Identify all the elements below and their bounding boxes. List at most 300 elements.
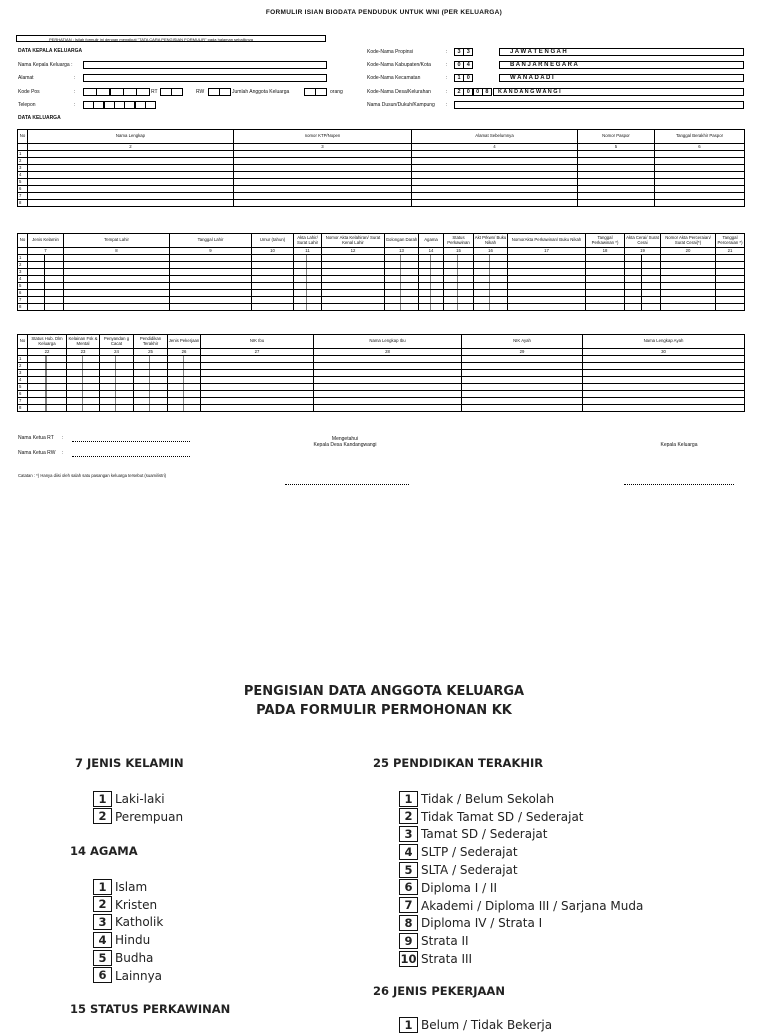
table-cell[interactable] xyxy=(578,151,655,158)
ketua-rw-line[interactable] xyxy=(72,456,190,457)
table-cell[interactable] xyxy=(583,356,745,363)
table-cell[interactable] xyxy=(474,297,508,304)
table-cell[interactable] xyxy=(661,276,716,283)
kodepos-cell[interactable] xyxy=(123,88,137,96)
table-cell[interactable] xyxy=(625,290,661,297)
kepala-desa-signature-line[interactable] xyxy=(285,484,409,485)
table-cell[interactable] xyxy=(234,193,412,200)
table-cell[interactable] xyxy=(134,377,168,384)
table-cell[interactable] xyxy=(419,276,444,283)
kota-name[interactable]: B A N J A R N E G A R A xyxy=(499,61,744,69)
table-cell[interactable] xyxy=(412,165,578,172)
table-cell[interactable] xyxy=(28,151,234,158)
table-cell[interactable] xyxy=(64,269,170,276)
row-number: 4 xyxy=(18,172,28,179)
table-cell[interactable] xyxy=(201,377,314,384)
table-cell[interactable] xyxy=(412,193,578,200)
table-cell[interactable] xyxy=(462,363,583,370)
rt-cell[interactable] xyxy=(171,88,183,96)
table-cell[interactable] xyxy=(474,276,508,283)
col-number xyxy=(18,349,28,356)
col-header: NomorAkta Perkawinan/ Buku Nikah xyxy=(508,234,586,248)
table-cell[interactable] xyxy=(234,165,412,172)
table-row xyxy=(18,186,745,193)
table-cell[interactable] xyxy=(625,283,661,290)
table-cell[interactable] xyxy=(716,290,745,297)
table-cell[interactable] xyxy=(444,255,474,262)
table-cell[interactable] xyxy=(462,391,583,398)
table-cell[interactable] xyxy=(444,297,474,304)
table-cell[interactable] xyxy=(314,398,462,405)
table-cell[interactable] xyxy=(578,179,655,186)
table-cell[interactable] xyxy=(294,276,322,283)
table-cell[interactable] xyxy=(661,304,716,311)
table-cell[interactable] xyxy=(462,370,583,377)
table-cell[interactable] xyxy=(28,391,67,398)
desa-name[interactable]: K A N D A N G W A N G I xyxy=(493,88,744,96)
table-cell[interactable] xyxy=(314,405,462,412)
table-cell[interactable] xyxy=(314,391,462,398)
table-cell[interactable] xyxy=(28,179,234,186)
table-cell[interactable] xyxy=(322,297,385,304)
table-cell[interactable] xyxy=(655,151,745,158)
table-cell[interactable] xyxy=(294,255,322,262)
table-cell[interactable] xyxy=(655,172,745,179)
propinsi-name[interactable]: J A W A T E N G A H xyxy=(499,48,744,56)
table-cell[interactable] xyxy=(655,193,745,200)
propinsi-code-digit: 3 xyxy=(463,48,473,56)
table-cell[interactable] xyxy=(314,370,462,377)
table-cell[interactable] xyxy=(462,384,583,391)
table-cell[interactable] xyxy=(444,269,474,276)
col-number: 18 xyxy=(586,248,625,255)
table-cell[interactable] xyxy=(234,200,412,207)
desa-code[interactable] xyxy=(454,88,491,96)
code-box: 8 xyxy=(399,915,418,931)
pendidikan-item xyxy=(399,879,643,897)
pendidikan-item xyxy=(399,932,643,950)
table-cell[interactable] xyxy=(586,283,625,290)
table-cell[interactable] xyxy=(508,255,586,262)
table-cell[interactable] xyxy=(412,158,578,165)
table-cell[interactable] xyxy=(508,283,586,290)
table-cell[interactable] xyxy=(322,290,385,297)
table-cell[interactable] xyxy=(661,290,716,297)
kodepos-cell[interactable] xyxy=(110,88,124,96)
table-cell[interactable] xyxy=(508,262,586,269)
table-cell[interactable] xyxy=(252,262,294,269)
table-cell[interactable] xyxy=(583,391,745,398)
table-cell[interactable] xyxy=(625,255,661,262)
kecamatan-code[interactable] xyxy=(454,74,473,82)
table-cell[interactable] xyxy=(234,179,412,186)
col-number: 22 xyxy=(28,349,67,356)
table-cell[interactable] xyxy=(322,262,385,269)
table-cell[interactable] xyxy=(508,297,586,304)
table-cell[interactable] xyxy=(67,363,100,370)
table-cell[interactable] xyxy=(716,283,745,290)
table-cell[interactable] xyxy=(100,363,134,370)
table-cell[interactable] xyxy=(28,165,234,172)
table-cell[interactable] xyxy=(444,276,474,283)
table-cell[interactable] xyxy=(28,363,67,370)
agama-item-label: Budha xyxy=(115,951,154,966)
table-cell[interactable] xyxy=(294,262,322,269)
table-cell[interactable] xyxy=(252,276,294,283)
table-cell[interactable] xyxy=(412,172,578,179)
table-cell[interactable] xyxy=(474,255,508,262)
table-cell[interactable] xyxy=(170,255,252,262)
table-cell[interactable] xyxy=(134,391,168,398)
table-cell[interactable] xyxy=(385,269,419,276)
table-cell[interactable] xyxy=(655,158,745,165)
table-cell[interactable] xyxy=(252,269,294,276)
table-cell[interactable] xyxy=(64,304,170,311)
table-cell[interactable] xyxy=(578,186,655,193)
table-cell[interactable] xyxy=(170,304,252,311)
table-cell[interactable] xyxy=(578,172,655,179)
table-cell[interactable] xyxy=(28,384,67,391)
table-cell[interactable] xyxy=(28,290,64,297)
table-cell[interactable] xyxy=(67,384,100,391)
table-cell[interactable] xyxy=(508,269,586,276)
dusun-field[interactable] xyxy=(454,101,744,109)
jumlah-anggota-field[interactable] xyxy=(304,88,327,96)
table-cell[interactable] xyxy=(578,193,655,200)
table-cell[interactable] xyxy=(625,262,661,269)
jenis-kelamin-heading: 7 JENIS KELAMIN xyxy=(75,756,184,770)
table-cell[interactable] xyxy=(385,304,419,311)
table-cell[interactable] xyxy=(64,297,170,304)
table-cell[interactable] xyxy=(201,384,314,391)
pendidikan-list xyxy=(399,790,643,968)
kodepos-cell[interactable] xyxy=(83,88,97,96)
table-cell[interactable] xyxy=(412,186,578,193)
table-cell[interactable] xyxy=(385,255,419,262)
col-number: 24 xyxy=(100,349,134,356)
table-cell[interactable] xyxy=(168,398,201,405)
row-number: 3 xyxy=(18,165,28,172)
table-cell[interactable] xyxy=(385,262,419,269)
rw-cell[interactable] xyxy=(219,88,231,96)
table-cell[interactable] xyxy=(234,172,412,179)
col-number: 25 xyxy=(134,349,168,356)
table-cell[interactable] xyxy=(462,405,583,412)
table-cell[interactable] xyxy=(168,363,201,370)
table-cell[interactable] xyxy=(234,151,412,158)
table-cell[interactable] xyxy=(586,304,625,311)
alamat-field[interactable] xyxy=(83,74,327,82)
table-cell[interactable] xyxy=(385,276,419,283)
table-cell[interactable] xyxy=(586,255,625,262)
table-cell[interactable] xyxy=(583,363,745,370)
code-box: 6 xyxy=(93,967,112,983)
table-cell[interactable] xyxy=(444,304,474,311)
table-cell[interactable] xyxy=(661,283,716,290)
table-cell[interactable] xyxy=(28,255,64,262)
kodepos-field[interactable] xyxy=(83,88,150,96)
table-cell[interactable] xyxy=(586,276,625,283)
table-cell[interactable] xyxy=(583,370,745,377)
propinsi-code[interactable] xyxy=(454,48,473,56)
rw-field[interactable] xyxy=(208,88,231,96)
table-cell[interactable] xyxy=(508,304,586,311)
table-cell[interactable] xyxy=(716,297,745,304)
table-cell[interactable] xyxy=(28,269,64,276)
table-cell[interactable] xyxy=(474,262,508,269)
table-cell[interactable] xyxy=(100,405,134,412)
table-cell[interactable] xyxy=(314,363,462,370)
jumlah-cell[interactable] xyxy=(304,88,316,96)
kepala-keluarga-label: Kepala Keluarga xyxy=(660,442,698,448)
table-cell[interactable] xyxy=(419,304,444,311)
table-cell[interactable] xyxy=(661,269,716,276)
table-cell[interactable] xyxy=(168,377,201,384)
table-cell[interactable] xyxy=(134,363,168,370)
table-cell[interactable] xyxy=(578,165,655,172)
table-cell[interactable] xyxy=(508,290,586,297)
telepon-cell[interactable] xyxy=(145,101,156,109)
table-cell[interactable] xyxy=(28,405,67,412)
table-cell[interactable] xyxy=(100,356,134,363)
table-cell[interactable] xyxy=(412,179,578,186)
kodepos-label: Kode Pos xyxy=(18,89,40,95)
table-cell[interactable] xyxy=(661,262,716,269)
table-cell[interactable] xyxy=(474,269,508,276)
table-cell[interactable] xyxy=(201,370,314,377)
table-cell[interactable] xyxy=(716,255,745,262)
table-cell[interactable] xyxy=(67,356,100,363)
telepon-field[interactable] xyxy=(83,101,155,109)
table-cell[interactable] xyxy=(168,405,201,412)
propinsi-colon: : xyxy=(446,49,448,55)
rt-cell[interactable] xyxy=(160,88,172,96)
table-cell[interactable] xyxy=(28,304,64,311)
col-header: Umur (tahun) xyxy=(252,234,294,248)
table-cell[interactable] xyxy=(28,370,67,377)
table-cell[interactable] xyxy=(314,356,462,363)
table-cell[interactable] xyxy=(474,290,508,297)
col-header: Alamat Sebelumnya xyxy=(412,130,578,144)
table-cell[interactable] xyxy=(28,262,64,269)
table-cell[interactable] xyxy=(655,186,745,193)
table-cell[interactable] xyxy=(385,290,419,297)
table-cell[interactable] xyxy=(578,200,655,207)
col-header: Akta Lahir/ Surat Lahir xyxy=(294,234,322,248)
table-cell[interactable] xyxy=(234,158,412,165)
table-cell[interactable] xyxy=(201,405,314,412)
table-cell[interactable] xyxy=(168,370,201,377)
table-cell[interactable] xyxy=(322,255,385,262)
table-cell[interactable] xyxy=(252,290,294,297)
kota-code[interactable] xyxy=(454,61,473,69)
table-cell[interactable] xyxy=(419,269,444,276)
table-cell[interactable] xyxy=(201,356,314,363)
table-cell[interactable] xyxy=(716,262,745,269)
table-cell[interactable] xyxy=(134,405,168,412)
table-cell[interactable] xyxy=(28,356,67,363)
table-cell[interactable] xyxy=(661,255,716,262)
table-cell[interactable] xyxy=(28,276,64,283)
table-cell[interactable] xyxy=(583,398,745,405)
table-cell[interactable] xyxy=(419,297,444,304)
table-cell[interactable] xyxy=(134,370,168,377)
table-cell[interactable] xyxy=(28,158,234,165)
table-cell[interactable] xyxy=(294,290,322,297)
table-cell[interactable] xyxy=(252,283,294,290)
table-cell[interactable] xyxy=(252,297,294,304)
table-cell[interactable] xyxy=(625,276,661,283)
table-cell[interactable] xyxy=(28,297,64,304)
jenis-kelamin-item-label: Laki-laki xyxy=(115,791,165,806)
table-cell[interactable] xyxy=(170,276,252,283)
table-cell[interactable] xyxy=(168,391,201,398)
table-cell[interactable] xyxy=(385,297,419,304)
table-cell[interactable] xyxy=(170,290,252,297)
table-cell[interactable] xyxy=(419,283,444,290)
table-cell[interactable] xyxy=(28,172,234,179)
table-cell[interactable] xyxy=(64,276,170,283)
nama-kepala-field[interactable] xyxy=(83,61,327,69)
table-cell[interactable] xyxy=(170,262,252,269)
table-cell[interactable] xyxy=(64,290,170,297)
table-cell[interactable] xyxy=(419,255,444,262)
table-cell[interactable] xyxy=(385,283,419,290)
table-cell[interactable] xyxy=(661,297,716,304)
table-cell[interactable] xyxy=(64,283,170,290)
table-cell[interactable] xyxy=(100,391,134,398)
table-cell[interactable] xyxy=(170,297,252,304)
table-cell[interactable] xyxy=(462,377,583,384)
table-cell[interactable] xyxy=(474,304,508,311)
ketua-rt-line[interactable] xyxy=(72,441,190,442)
table-cell[interactable] xyxy=(100,377,134,384)
table-cell[interactable] xyxy=(67,398,100,405)
kota-label: Kode-Nama Kabupaten/Kota xyxy=(367,62,431,68)
table-cell[interactable] xyxy=(294,283,322,290)
table-cell[interactable] xyxy=(134,398,168,405)
table-cell[interactable] xyxy=(444,262,474,269)
table-cell[interactable] xyxy=(462,356,583,363)
table-cell[interactable] xyxy=(444,283,474,290)
table-cell[interactable] xyxy=(64,255,170,262)
table-cell[interactable] xyxy=(655,165,745,172)
table-cell[interactable] xyxy=(578,158,655,165)
table-cell[interactable] xyxy=(28,398,67,405)
code-box: 3 xyxy=(93,914,112,930)
status-perkawinan-heading: 15 STATUS PERKAWINAN xyxy=(70,1002,231,1016)
row-number: 7 xyxy=(18,398,28,405)
table-cell[interactable] xyxy=(583,384,745,391)
col-number: 8 xyxy=(64,248,170,255)
pendidikan-item-label: SLTA / Sederajat xyxy=(421,863,518,878)
table-cell[interactable] xyxy=(64,262,170,269)
table-cell[interactable] xyxy=(168,384,201,391)
table-cell[interactable] xyxy=(252,304,294,311)
table-cell[interactable] xyxy=(419,262,444,269)
table-cell[interactable] xyxy=(655,200,745,207)
table-cell[interactable] xyxy=(134,356,168,363)
table-cell[interactable] xyxy=(294,304,322,311)
table-cell[interactable] xyxy=(314,384,462,391)
table-cell[interactable] xyxy=(314,377,462,384)
table-cell[interactable] xyxy=(586,297,625,304)
kota-code-digit: 0 xyxy=(454,61,464,69)
table-cell[interactable] xyxy=(583,405,745,412)
table-cell[interactable] xyxy=(252,255,294,262)
table-cell[interactable] xyxy=(100,398,134,405)
table-cell[interactable] xyxy=(508,276,586,283)
kodepos-cell[interactable] xyxy=(96,88,110,96)
table-cell[interactable] xyxy=(322,283,385,290)
table-cell[interactable] xyxy=(322,304,385,311)
table-cell[interactable] xyxy=(67,377,100,384)
table-cell[interactable] xyxy=(100,370,134,377)
table-cell[interactable] xyxy=(201,391,314,398)
table-cell[interactable] xyxy=(412,200,578,207)
code-box: 2 xyxy=(93,896,112,912)
table-cell[interactable] xyxy=(586,269,625,276)
table-cell[interactable] xyxy=(586,262,625,269)
table-cell[interactable] xyxy=(322,276,385,283)
table-cell[interactable] xyxy=(100,384,134,391)
table-cell[interactable] xyxy=(134,384,168,391)
table-cell[interactable] xyxy=(655,179,745,186)
table-cell[interactable] xyxy=(28,193,234,200)
table-cell[interactable] xyxy=(294,269,322,276)
table-cell[interactable] xyxy=(625,304,661,311)
table-cell[interactable] xyxy=(625,297,661,304)
table-cell[interactable] xyxy=(28,186,234,193)
table-row xyxy=(18,172,745,179)
jumlah-cell[interactable] xyxy=(315,88,327,96)
table-cell[interactable] xyxy=(170,283,252,290)
table-cell[interactable] xyxy=(412,151,578,158)
pendidikan-item xyxy=(399,790,643,808)
kepala-keluarga-signature-line[interactable] xyxy=(624,484,734,485)
kodepos-cell[interactable] xyxy=(136,88,150,96)
col-header: NIK Ibu xyxy=(201,335,314,349)
table-cell[interactable] xyxy=(583,377,745,384)
table-cell[interactable] xyxy=(716,269,745,276)
table-cell[interactable] xyxy=(67,405,100,412)
table-cell[interactable] xyxy=(716,276,745,283)
table-cell[interactable] xyxy=(201,363,314,370)
table-cell[interactable] xyxy=(474,283,508,290)
table-cell[interactable] xyxy=(170,269,252,276)
table-cell[interactable] xyxy=(201,398,314,405)
table-cell[interactable] xyxy=(462,398,583,405)
table-cell[interactable] xyxy=(168,356,201,363)
table-cell[interactable] xyxy=(625,269,661,276)
table-cell[interactable] xyxy=(716,304,745,311)
table-cell[interactable] xyxy=(234,186,412,193)
table-cell[interactable] xyxy=(294,297,322,304)
table-cell[interactable] xyxy=(28,377,67,384)
rw-cell[interactable] xyxy=(208,88,220,96)
table-cell[interactable] xyxy=(322,269,385,276)
rt-field[interactable] xyxy=(160,88,183,96)
kecamatan-name[interactable]: W A N A D A D I xyxy=(499,74,744,82)
table-cell[interactable] xyxy=(67,370,100,377)
table-cell[interactable] xyxy=(67,391,100,398)
table-cell[interactable] xyxy=(28,283,64,290)
table-cell[interactable] xyxy=(28,200,234,207)
table-cell[interactable] xyxy=(444,290,474,297)
desa-colon: : xyxy=(446,89,448,95)
table-cell[interactable] xyxy=(586,290,625,297)
table-cell[interactable] xyxy=(419,290,444,297)
